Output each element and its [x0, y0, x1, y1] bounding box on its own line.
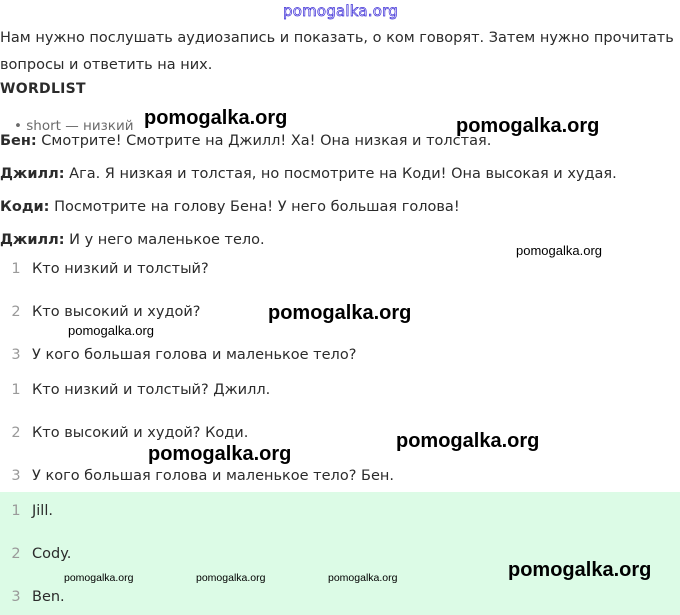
speaker-name: Джилл: [0, 166, 65, 182]
answer-item [0, 382, 270, 398]
english-answer-item [0, 589, 65, 605]
watermark: pomogalka.org [328, 572, 398, 584]
answer-item [0, 468, 394, 484]
speaker-name: Джилл: [0, 232, 65, 248]
dialogue-line [0, 232, 265, 248]
dialogue-line [0, 166, 617, 182]
watermark: pomogalka.org [508, 559, 652, 581]
watermark: pomogalka.org [68, 323, 154, 338]
speaker-name: Коди: [0, 199, 50, 215]
list-number: 2 [11, 425, 21, 441]
question-text: Кто низкий и толстый? [32, 261, 209, 277]
english-answer-item [0, 503, 53, 519]
question-item [0, 304, 201, 320]
watermark: pomogalka.org [148, 443, 292, 465]
list-number: 2 [11, 304, 21, 320]
question-item [0, 347, 356, 363]
english-answers-box [0, 492, 680, 615]
wordlist-entry: • short — низкий [14, 118, 134, 134]
watermark: pomogalka.org [456, 115, 600, 137]
watermark: pomogalka.org [196, 572, 266, 584]
dialogue-line [0, 133, 491, 149]
intro-line-1: Нам нужно послушать аудиозапись и показать, о ком говорят. Затем нужно прочитать [0, 30, 674, 46]
site-header-link[interactable]: pomogalka.org [283, 2, 398, 20]
list-number: 3 [11, 468, 21, 484]
list-number: 1 [11, 261, 21, 277]
list-number: 3 [11, 347, 21, 363]
english-answer-item [0, 546, 71, 562]
english-answer-text: Ben. [32, 589, 65, 605]
question-item [0, 261, 209, 277]
watermark: pomogalka.org [516, 243, 602, 258]
watermark: pomogalka.org [64, 572, 134, 584]
wordlist-heading: WORDLIST [0, 81, 86, 97]
answer-text: Кто низкий и толстый? Джилл. [32, 382, 271, 398]
speaker-name: Бен: [0, 133, 37, 149]
answer-text: У кого большая голова и маленькое тело? Бен. [32, 468, 394, 484]
dialogue-text: Ага. Я низкая и толстая, но посмотрите на Коди! Она высокая и худая. [64, 166, 617, 182]
list-number: 1 [11, 503, 21, 519]
list-number: 1 [11, 382, 21, 398]
answer-text: Кто высокий и худой? Коди. [32, 425, 249, 441]
list-number: 2 [11, 546, 21, 562]
english-answer-text: Cody. [32, 546, 72, 562]
watermark: pomogalka.org [268, 302, 412, 324]
dialogue-text: Смотрите! Смотрите на Джилл! Ха! Она низкая и толстая. [36, 133, 492, 149]
question-text: У кого большая голова и маленькое тело? [32, 347, 357, 363]
english-answer-text: Jill. [32, 503, 53, 519]
dialogue-text: И у него маленькое тело. [64, 232, 265, 248]
intro-line-2: вопросы и ответить на них. [0, 57, 213, 73]
watermark: pomogalka.org [396, 430, 540, 452]
dialogue-text: Посмотрите на голову Бена! У него большая голова! [49, 199, 460, 215]
list-number: 3 [11, 589, 21, 605]
answer-item [0, 425, 248, 441]
dialogue-line [0, 199, 460, 215]
question-text: Кто высокий и худой? [32, 304, 201, 320]
watermark: pomogalka.org [144, 107, 288, 129]
